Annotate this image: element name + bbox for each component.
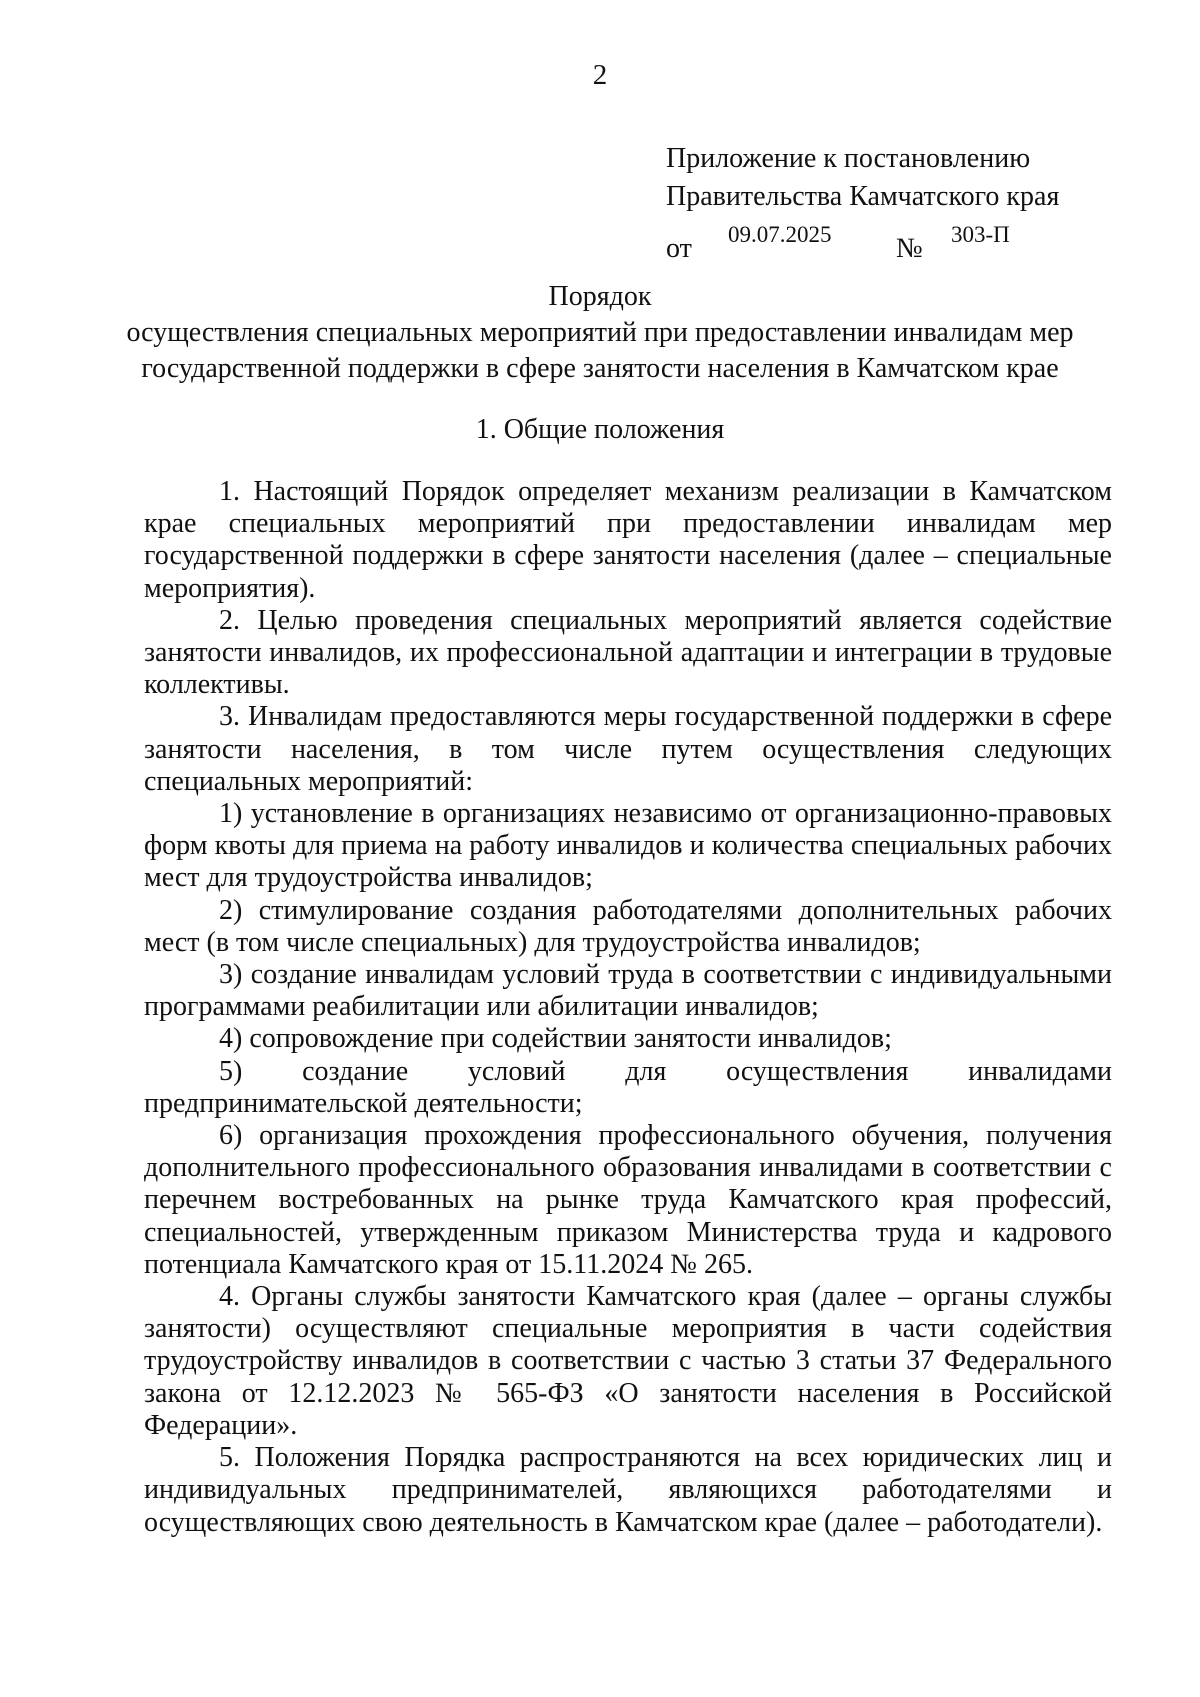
paragraph-1: 1. Настоящий Порядок определяет механизм реализации в Камчатском крае специальных мероприятий при предоставлении инвалидам мер государственной поддержки в сфере занятости населения (далее – специальные мероприятия). bbox=[144, 476, 1112, 604]
appendix-line-2: Правительства Камчатского края bbox=[666, 181, 1060, 212]
paragraph-4: 4. Органы службы занятости Камчатского края (далее – органы службы занятости) осуществляют специальные мероприятия в части содействия трудоустройству инвалидов в соответствии с частью 3 статьи 37 Федерального закона от 12.12.2023 № 565-ФЗ «О занятости населения в Российской Федерации». bbox=[144, 1281, 1112, 1441]
number-sign: № bbox=[896, 233, 923, 264]
list-item-4: 4) сопровождение при содействии занятости инвалидов; bbox=[219, 1023, 892, 1055]
resolution-number: 303-П bbox=[951, 222, 1010, 247]
section-heading: 1. Общие положения bbox=[475, 414, 725, 445]
document-title bbox=[100, 279, 1100, 387]
appendix-header bbox=[666, 140, 1166, 264]
appendix-date-row bbox=[666, 216, 1166, 264]
list-item-2: 2) стимулирование создания работодателями дополнительных рабочих мест (в том числе специальных) для трудоустройства инвалидов; bbox=[144, 894, 1112, 958]
list-item-1: 1) установление в организациях независимо от организационно-правовых форм квоты для приема на работу инвалидов и количества специальных рабочих мест для трудоустройства инвалидов; bbox=[144, 798, 1112, 894]
title-main: Порядок bbox=[548, 281, 652, 312]
list-item-5: 5) создание условий для осуществления инвалидами предпринимательской деятельности; bbox=[144, 1055, 1112, 1119]
list-item-3: 3) создание инвалидам условий труда в соответствии с индивидуальными программами реабилитации или абилитации инвалидов; bbox=[144, 959, 1112, 1023]
resolution-date: 09.07.2025 bbox=[728, 222, 832, 247]
paragraph-5: 5. Положения Порядка распространяются на всех юридических лиц и индивидуальных предпринимателей, являющихся работодателями и осуществляющих свою деятельность в Камчатском крае (далее – работодатели). bbox=[144, 1442, 1112, 1538]
paragraph-2: 2. Целью проведения специальных мероприятий является содействие занятости инвалидов, их профессиональной адаптации и интеграции в трудовые коллективы. bbox=[144, 604, 1112, 701]
document-body bbox=[144, 476, 1112, 1539]
title-subtitle-line-2: государственной поддержки в сфере занятости населения в Камчатском крае bbox=[141, 353, 1059, 384]
page-number: 2 bbox=[592, 59, 608, 91]
appendix-line-1: Приложение к постановлению bbox=[666, 143, 1031, 174]
list-item-6: 6) организация прохождения профессионального обучения, получения дополнительного профессионального образования инвалидами в соответствии с перечнем востребованных на рынке труда Камчатского края профессий, специальностей, утвержденным приказом Министерства труда и кадрового потенциала Камчатского края от 15.11.2024 № 265. bbox=[144, 1120, 1112, 1280]
paragraph-3: 3. Инвалидам предоставляются меры государственной поддержки в сфере занятости населения, в том числе путем осуществления следующих специальных мероприятий: bbox=[144, 701, 1112, 797]
from-label: от bbox=[666, 233, 692, 264]
title-subtitle-line-1: осуществления специальных мероприятий при предоставлении инвалидам мер bbox=[126, 317, 1074, 348]
